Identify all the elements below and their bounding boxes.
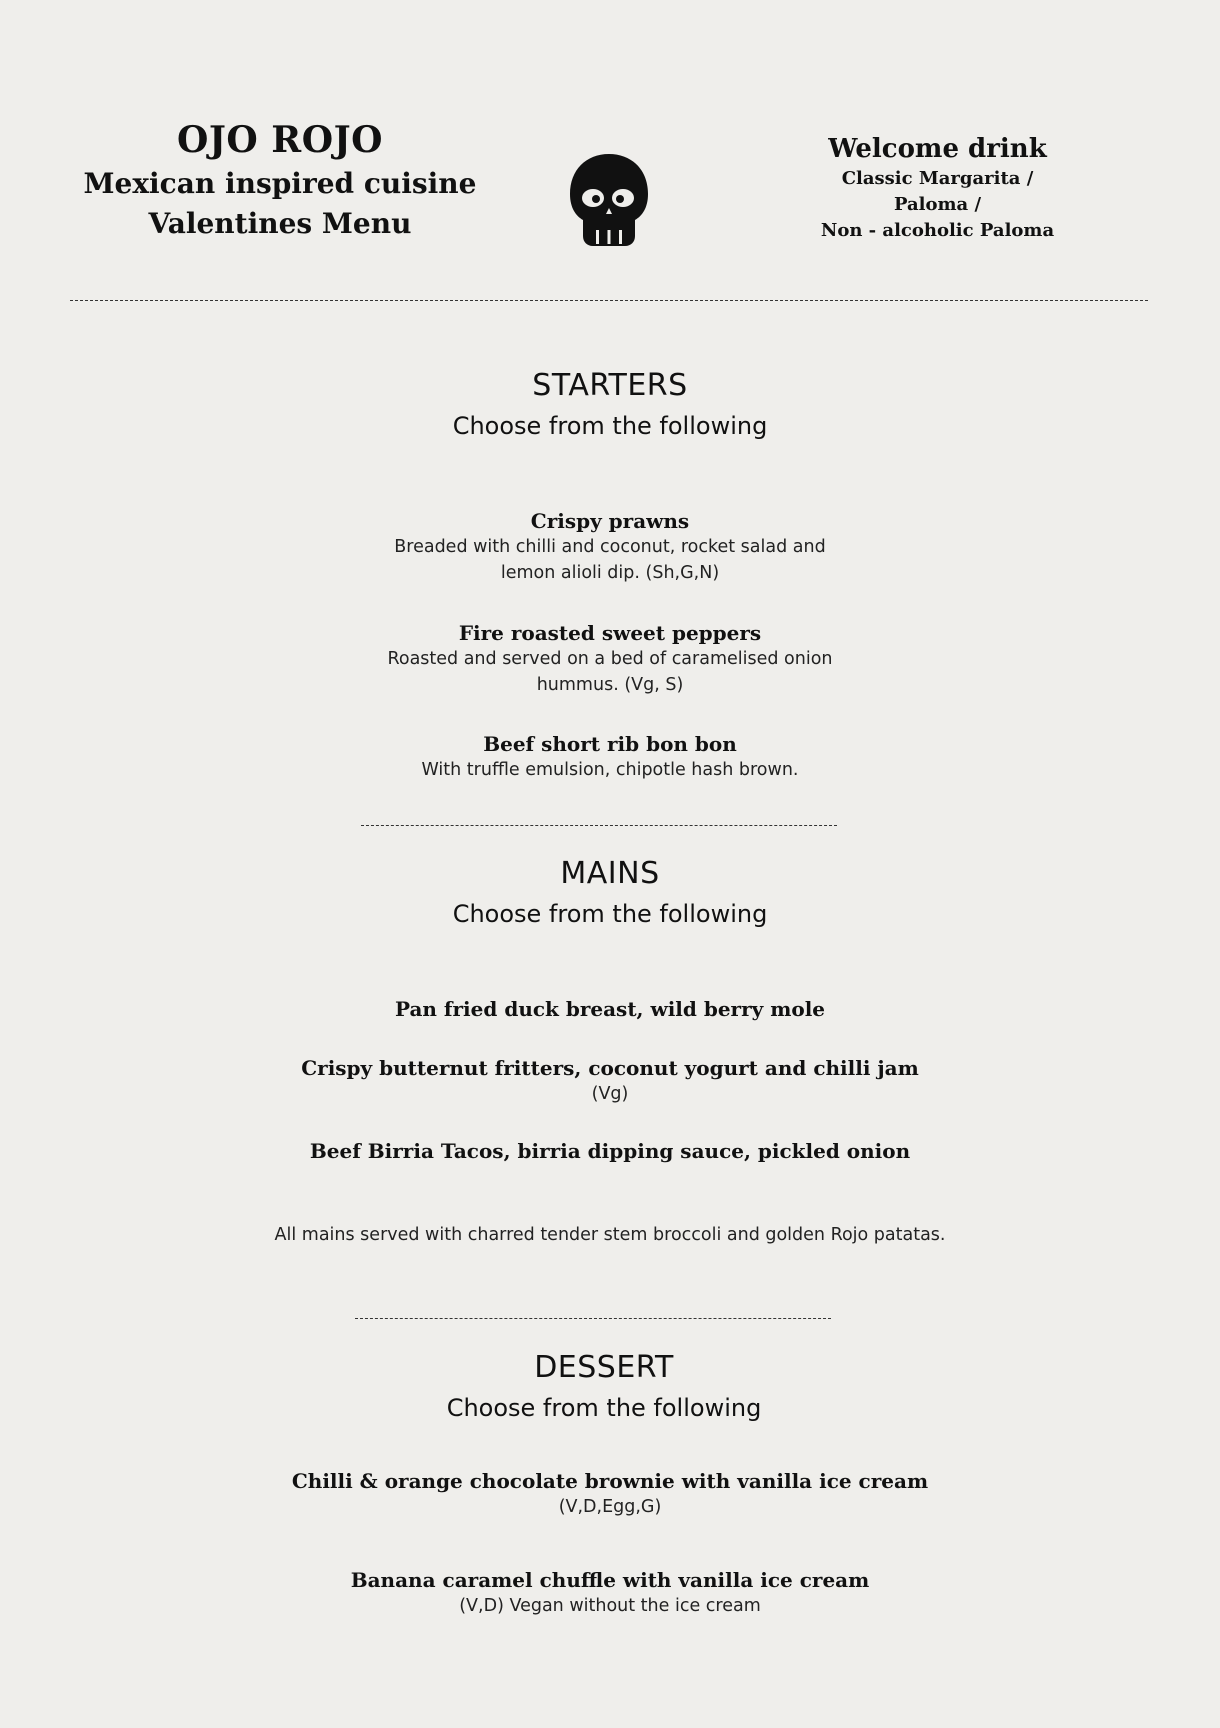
- section-title: DESSERT: [534, 1350, 674, 1385]
- menu-item: [0, 620, 1220, 698]
- item-description: (Vg): [591, 1084, 629, 1104]
- welcome-drink-block: [790, 132, 1085, 244]
- section-subtitle: Choose from the following: [446, 1394, 762, 1422]
- welcome-title: Welcome drink: [828, 134, 1047, 164]
- menu-item: [0, 1567, 1220, 1619]
- section-subtitle: Choose from the following: [452, 900, 768, 928]
- section-subtitle: Choose from the following: [452, 412, 768, 440]
- menu-item: [0, 1468, 1220, 1520]
- item-name: Beef short rib bon bon: [483, 732, 737, 756]
- item-description: (V,D,Egg,G): [558, 1497, 662, 1517]
- item-description: With truffle emulsion, chipotle hash brown.: [421, 760, 799, 780]
- welcome-option: Paloma /: [893, 194, 982, 215]
- welcome-option: Classic Margarita /: [841, 168, 1034, 189]
- item-description: Roasted and served on a bed of caramelised onion hummus. (Vg, S): [387, 649, 833, 695]
- menu-item: [0, 1138, 1220, 1164]
- section-divider: [355, 1318, 831, 1319]
- menu-item: [0, 508, 1220, 586]
- section-title: STARTERS: [532, 368, 688, 403]
- skull-icon: [568, 152, 650, 248]
- item-name: Crispy prawns: [530, 509, 690, 533]
- welcome-option: Non - alcoholic Paloma: [820, 220, 1055, 241]
- menu-title: Valentines Menu: [148, 207, 412, 240]
- dessert-header: [0, 1348, 1214, 1428]
- item-description: Breaded with chilli and coconut, rocket salad and lemon alioli dip. (Sh,G,N): [394, 537, 826, 583]
- brand-block: [80, 116, 480, 244]
- mains-note-text: All mains served with charred tender stem broccoli and golden Rojo patatas.: [274, 1225, 946, 1245]
- item-name: Beef Birria Tacos, birria dipping sauce, pickled onion: [309, 1139, 911, 1163]
- section-divider: [361, 825, 837, 826]
- item-name: Chilli & orange chocolate brownie with vanilla ice cream: [291, 1469, 929, 1493]
- item-name: Fire roasted sweet peppers: [458, 621, 762, 645]
- mains-header: [0, 854, 1220, 934]
- item-name: Banana caramel chuffle with vanilla ice cream: [350, 1568, 870, 1592]
- item-name: Crispy butternut fritters, coconut yogurt and chilli jam: [301, 1056, 919, 1080]
- item-description: (V,D) Vegan without the ice cream: [459, 1596, 761, 1616]
- menu-item: [0, 1055, 1220, 1107]
- starters-header: [0, 366, 1220, 446]
- restaurant-name: OJO ROJO: [177, 119, 383, 161]
- cuisine-subtitle: Mexican inspired cuisine: [83, 167, 477, 200]
- menu-item: [0, 731, 1220, 783]
- item-name: Pan fried duck breast, wild berry mole: [394, 997, 826, 1021]
- mains-note: [0, 1222, 1220, 1248]
- menu-item: [0, 996, 1220, 1022]
- header-divider: [70, 300, 1148, 301]
- section-title: MAINS: [560, 856, 660, 891]
